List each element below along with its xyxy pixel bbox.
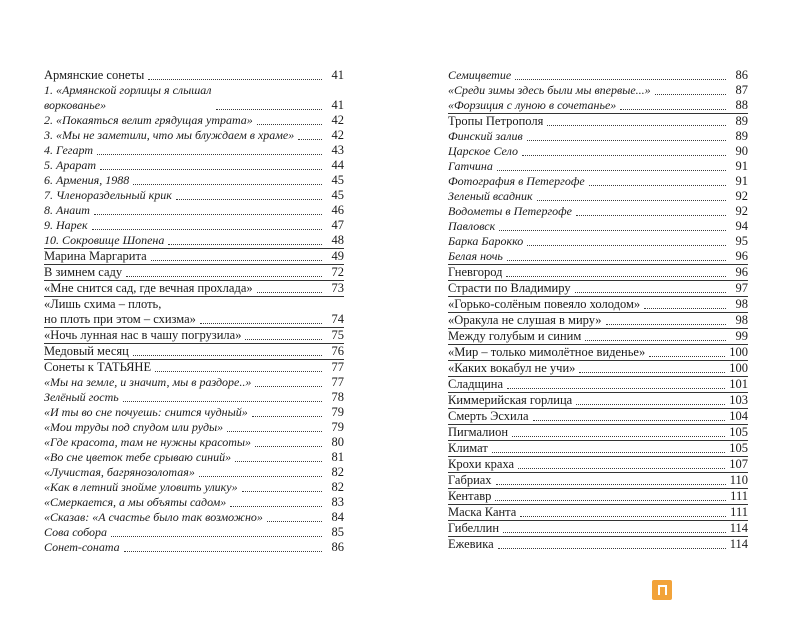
toc-page-number: 87 [735,83,748,97]
toc-page-number: 42 [331,128,344,142]
toc-subentry[interactable] [44,420,344,435]
toc-entry-title: «Во сне цветок тебе срываю синий» [44,450,232,464]
toc-entry[interactable] [448,265,748,280]
toc-dot-leader [235,461,322,462]
toc-entry-title: «Лишь схима – плоть, но плоть при этом – схизма» [44,297,196,326]
toc-dot-leader [100,169,322,170]
toc-dot-leader [620,109,726,110]
toc-dot-leader [200,323,322,324]
toc-entry-title: 3. «Мы не заметили, что мы блуждаем в храме» [44,128,295,142]
toc-entry[interactable] [44,360,344,375]
toc-page-number: 80 [331,435,344,449]
toc-dot-leader [176,199,322,200]
toc-dot-leader [245,339,322,340]
toc-page-number: 98 [735,297,748,311]
toc-entry-title: Марина Маргарита [44,249,147,263]
toc-page-number: 73 [331,281,344,295]
toc-page-number: 100 [729,345,748,359]
toc-subentry[interactable] [44,143,344,158]
toc-entry-title: «Мне снится сад, где вечная прохлада» [44,281,253,295]
toc-entry-title: Водометы в Петергофе [448,204,572,218]
toc-subentry[interactable] [44,203,344,218]
toc-page-number: 89 [735,114,748,128]
toc-subentry[interactable] [44,375,344,390]
toc-page-number: 46 [331,203,344,217]
toc-entry-title: «Оракула не слушая в миру» [448,313,602,327]
toc-entry-title: Медовый месяц [44,344,129,358]
toc-page-number: 105 [729,441,748,455]
toc-entry[interactable] [448,297,748,312]
toc-page-number: 84 [331,510,344,524]
toc-entry[interactable] [448,505,748,520]
toc-dot-leader [492,452,725,453]
toc-page-number: 97 [735,281,748,295]
toc-entry-title: «Мы на земле, и значит, мы в раздоре..» [44,375,252,389]
toc-page-number: 49 [331,249,344,263]
toc-page-number: 91 [735,174,748,188]
toc-entry-title: Сова собора [44,525,107,539]
toc-dot-leader [527,140,726,141]
toc-page-number: 96 [735,249,748,263]
toc-dot-leader [151,260,322,261]
toc-dot-leader [126,276,322,277]
toc-page-number: 81 [331,450,344,464]
toc-page-number: 76 [331,344,344,358]
toc-page-number: 79 [331,420,344,434]
toc-entry-title: Сонет-соната [44,540,120,554]
toc-subentry[interactable] [44,233,344,248]
toc-entry-title: Зелёный гость [44,390,119,404]
toc-entry-title: Тропы Петрополя [448,114,544,128]
toc-entry[interactable] [44,281,344,296]
toc-entry-title: В зимнем саду [44,265,123,279]
toc-dot-leader [199,476,322,477]
toc-entry-title: «Горько-солёным повеяло холодом» [448,297,641,311]
toc-dot-leader [255,446,322,447]
toc-subentry[interactable] [448,249,748,264]
toc-page-number: 79 [331,405,344,419]
toc-dot-leader [506,276,726,277]
toc-entry-title: Сладщина [448,377,504,391]
toc-entry-title: 10. Сокровище Шопена [44,233,165,247]
toc-dot-leader [168,244,322,245]
toc-page-number: 95 [735,234,748,248]
toc-page-number: 105 [729,425,748,439]
toc-subentry[interactable] [44,173,344,188]
toc-entry-title: «Сказав: «А счастье было так возможно» [44,510,263,524]
toc-entry-title: Павловск [448,219,496,233]
toc-entry-title: Гибеллин [448,521,500,535]
toc-page-number: 77 [331,375,344,389]
toc-entry[interactable] [44,68,344,83]
toc-page-number: 111 [730,489,748,503]
toc-entry[interactable] [448,409,748,424]
toc-entry-title: «Мои труды под спудом или руды» [44,420,224,434]
toc-subentry[interactable] [44,113,344,128]
toc-subentry[interactable] [44,218,344,233]
toc-entry-title: Смерть Эсхила [448,409,529,423]
toc-entry-title: Гневгород [448,265,503,279]
toc-page-number: 45 [331,188,344,202]
toc-entry-title: «Каких вокабул не учи» [448,361,576,375]
toc-page-number: 41 [331,98,344,112]
toc-entry-title: Белая ночь [448,249,503,263]
toc-entry-title: 5. Арарат [44,158,96,172]
toc-dot-leader [533,420,726,421]
toc-entry[interactable] [44,297,344,327]
toc-dot-leader [527,245,726,246]
toc-dot-leader [298,139,322,140]
toc-dot-leader [507,388,725,389]
toc-subentry[interactable] [44,465,344,480]
toc-subentry[interactable] [44,540,344,555]
toc-entry-title: Страсти по Владимиру [448,281,571,295]
toc-subentry[interactable] [448,68,748,83]
toc-page-number: 96 [735,265,748,279]
toc-dot-leader [257,124,322,125]
toc-page-number: 114 [729,537,748,551]
toc-dot-leader [522,155,726,156]
toc-entry-title: «Лучистая, багрянозолотая» [44,465,195,479]
toc-entry[interactable] [448,345,748,360]
toc-dot-leader [92,229,322,230]
toc-page-number: 45 [331,173,344,187]
toc-subentry[interactable] [448,174,748,189]
toc-subentry[interactable] [44,495,344,510]
toc-page-number: 83 [331,495,344,509]
toc-dot-leader [575,292,726,293]
toc-page-number: 44 [331,158,344,172]
toc-entry[interactable] [44,328,344,343]
toc-dot-leader [497,170,726,171]
toc-dot-leader [507,260,726,261]
toc-page-number: 48 [331,233,344,247]
toc-page-number: 92 [735,189,748,203]
toc-dot-leader [255,386,322,387]
toc-subentry[interactable] [448,129,748,144]
toc-dot-leader [111,536,322,537]
toc-dot-leader [230,506,322,507]
toc-subentry[interactable] [44,188,344,203]
toc-entry-title: Климат [448,441,488,455]
toc-entry[interactable] [448,281,748,296]
publisher-logo [652,580,672,600]
toc-entry-title: «И ты во сне почуешь: снится чудный» [44,405,248,419]
toc-entry-title: Между голубым и синим [448,329,582,343]
toc-entry-title: 8. Анаит [44,203,90,217]
toc-entry[interactable] [448,537,748,552]
toc-dot-leader [227,431,322,432]
toc-dot-leader [576,404,725,405]
toc-entry[interactable] [448,377,748,392]
toc-page-number: 91 [735,159,748,173]
toc-page-number: 114 [729,521,748,535]
toc-subentry[interactable] [44,525,344,540]
toc-page-number: 43 [331,143,344,157]
toc-page-number: 82 [331,480,344,494]
toc-page-number: 41 [331,68,344,82]
toc-page-number: 110 [729,473,748,487]
toc-subentry[interactable] [448,234,748,249]
toc-dot-leader [257,292,322,293]
toc-page-number: 99 [735,329,748,343]
toc-dot-leader [252,416,322,417]
toc-dot-leader [216,109,322,110]
toc-entry-title: Барка Барокко [448,234,524,248]
toc-entry[interactable] [448,393,748,408]
toc-dot-leader [512,436,725,437]
toc-entry-title: Гатчина [448,159,493,173]
toc-subentry[interactable] [44,390,344,405]
toc-entry-title: Габриах [448,473,492,487]
toc-entry-title: Финский залив [448,129,523,143]
toc-page-number: 107 [729,457,748,471]
publisher-logo-icon [655,583,669,597]
toc-entry-title: Сонеты к ТАТЬЯНЕ [44,360,152,374]
toc-entry-title: Армянские сонеты [44,68,145,82]
toc-entry-title: Царское Село [448,144,518,158]
toc-entry-title: «Форзиция с луною в сочетанье» [448,98,617,112]
toc-page-number: 74 [331,312,344,326]
toc-page-number: 104 [729,409,748,423]
toc-entry-title: Ежевика [448,537,494,551]
toc-dot-leader [644,308,726,309]
toc-subentry[interactable] [448,98,748,113]
toc-page-number: 77 [331,360,344,374]
toc-entry-title: 7. Членораздельный крик [44,188,172,202]
toc-page-number: 90 [735,144,748,158]
toc-entry[interactable] [448,489,748,504]
toc-entry-title: «Среди зимы здесь были мы впервые...» [448,83,651,97]
toc-entry[interactable] [44,249,344,264]
toc-entry-title: Киммерийская горлица [448,393,573,407]
toc-page-number: 98 [735,313,748,327]
toc-page-number: 75 [331,328,344,342]
toc-subentry[interactable] [44,435,344,450]
toc-dot-leader [133,355,322,356]
toc-entry-title: 6. Армения, 1988 [44,173,130,187]
toc-subentry[interactable] [44,83,344,113]
toc-dot-leader [242,491,322,492]
toc-dot-leader [155,371,322,372]
toc-page-number: 88 [735,98,748,112]
toc-dot-leader [498,548,726,549]
toc-dot-leader [123,401,322,402]
toc-page-number: 78 [331,390,344,404]
toc-entry-title: Зеленый всадник [448,189,533,203]
toc-dot-leader [520,516,726,517]
toc-subentry[interactable] [448,83,748,98]
toc-entry-title: Пигмалион [448,425,509,439]
toc-dot-leader [537,200,726,201]
toc-dot-leader [94,214,322,215]
toc-entry-title: 1. «Армянской горлицы я слышал воркованье» [44,83,212,112]
toc-entry-title: «Как в летний знойме уловить улику» [44,480,238,494]
toc-dot-leader [589,185,726,186]
toc-dot-leader [124,551,322,552]
toc-dot-leader [499,230,726,231]
toc-entry[interactable] [448,441,748,456]
toc-dot-leader [503,532,726,533]
toc-dot-leader [133,184,322,185]
toc-page-number: 101 [729,377,748,391]
toc-entry-title: «Смеркается, а мы объяты садом» [44,495,227,509]
toc-page-number: 86 [331,540,344,554]
toc-entry-title: 4. Гегарт [44,143,93,157]
toc-page-number: 85 [331,525,344,539]
toc-entry-title: Семицветие [448,68,512,82]
toc-page-number: 92 [735,204,748,218]
toc-subentry[interactable] [44,450,344,465]
toc-dot-leader [495,500,726,501]
toc-entry[interactable] [448,521,748,536]
toc-entry[interactable] [448,457,748,472]
toc-dot-leader [97,154,322,155]
toc-entry-title: Маска Канта [448,505,517,519]
toc-entry[interactable] [448,114,748,129]
toc-dot-leader [267,521,322,522]
toc-dot-leader [649,356,725,357]
toc-entry-title: «Ночь лунная нас в чашу погрузила» [44,328,242,342]
toc-entry[interactable] [448,425,748,440]
toc-page-number: 47 [331,218,344,232]
toc-entry[interactable] [44,344,344,359]
toc-page-number: 86 [735,68,748,82]
toc-dot-leader [585,340,726,341]
toc-entry[interactable] [44,265,344,280]
toc-dot-leader [579,372,725,373]
toc-dot-leader [576,215,726,216]
toc-entry[interactable] [448,473,748,488]
toc-entry-title: «Где красота, там не нужны красоты» [44,435,252,449]
toc-dot-leader [148,79,322,80]
toc-subentry[interactable] [448,159,748,174]
toc-entry-title: Крохи краха [448,457,515,471]
toc-page-number: 82 [331,465,344,479]
toc-page-number: 42 [331,113,344,127]
toc-subentry[interactable] [44,158,344,173]
toc-dot-leader [518,468,725,469]
toc-dot-leader [515,79,726,80]
toc-entry-title: Фотография в Петергофе [448,174,585,188]
toc-subentry[interactable] [448,189,748,204]
toc-subentry[interactable] [44,405,344,420]
toc-entry-title: 2. «Покаяться велит грядущая утрата» [44,113,253,127]
toc-dot-leader [496,484,726,485]
toc-entry[interactable] [448,361,748,376]
toc-dot-leader [655,94,726,95]
toc-dot-leader [606,324,726,325]
right-page-toc [448,68,748,552]
toc-subentry[interactable] [448,219,748,234]
toc-entry[interactable] [448,313,748,328]
toc-dot-leader [547,125,726,126]
toc-subentry[interactable] [44,128,344,143]
toc-page-number: 111 [730,505,748,519]
toc-entry-title: «Мир – только мимолётное виденье» [448,345,646,359]
toc-subentry[interactable] [44,480,344,495]
toc-page-number: 103 [729,393,748,407]
toc-subentry[interactable] [448,144,748,159]
toc-page-number: 89 [735,129,748,143]
toc-page-number: 94 [735,219,748,233]
left-page-toc [44,68,344,555]
toc-subentry[interactable] [44,510,344,525]
toc-entry-title: 9. Нарек [44,218,88,232]
toc-page-number: 100 [729,361,748,375]
toc-entry-title: Кентавр [448,489,492,503]
toc-page-number: 72 [331,265,344,279]
toc-subentry[interactable] [448,204,748,219]
toc-entry[interactable] [448,329,748,344]
